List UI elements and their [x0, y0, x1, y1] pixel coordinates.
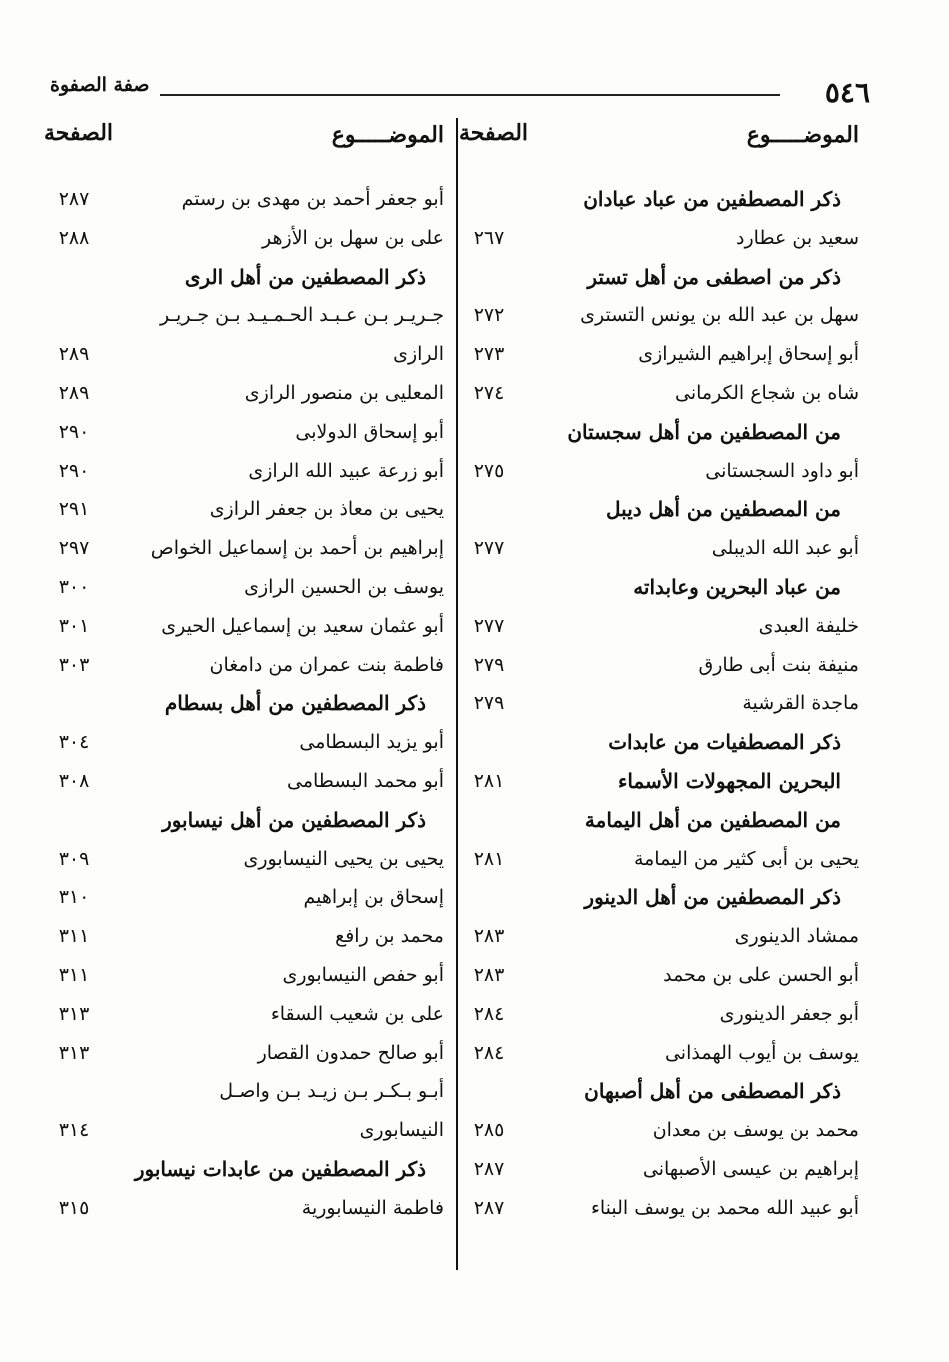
entry-page-number: ٣٠٤ [58, 731, 90, 754]
entry-page-number: ٢٦٧ [473, 226, 505, 249]
index-entry [44, 1072, 444, 1111]
index-entry [459, 840, 859, 879]
index-column-right [459, 120, 859, 1228]
entry-list [44, 180, 444, 1228]
entry-page-number: ٢٧٥ [473, 459, 505, 482]
index-entry [459, 917, 859, 956]
entry-title: جـريـر بـن عـبـد الحـمـيـد بـن جـريـر [160, 304, 444, 327]
index-entry [44, 490, 444, 529]
entry-title: إسحاق بن إبراهيم [303, 886, 444, 909]
index-entry [44, 956, 444, 995]
entry-title: أبـو بـكـر بـن زيـد بـن واصـل [219, 1080, 444, 1103]
entry-title: أبو محمد البسطامى [286, 769, 444, 792]
entry-page-number: ٢٩٠ [58, 420, 90, 443]
book-title: صفة الصفوة [50, 74, 150, 96]
index-entry [44, 762, 444, 801]
entry-page-number: ٢٨٤ [473, 1041, 505, 1064]
entry-page-number: ٢٨٥ [473, 1119, 505, 1142]
entry-title: أبو عبد الله الديبلى [711, 537, 859, 560]
section-heading: ذكر المصطفين من أهل بسطام [164, 691, 426, 716]
entry-page-number: ٣٠٠ [58, 575, 90, 598]
section-heading-row [459, 180, 859, 219]
entry-page-number: ٣١٠ [58, 886, 90, 909]
topic-header: الموضـــــوع [331, 122, 444, 148]
column-header [44, 120, 444, 170]
section-heading: ذكر المصطفى من أهل أصبهان [584, 1079, 841, 1104]
column-header [459, 120, 859, 170]
entry-page-number: ٢٧٣ [473, 343, 505, 366]
entry-title: الرازى [393, 343, 444, 366]
entry-title: يوسف بن الحسين الرازى [244, 575, 444, 598]
entry-page-number: ٣١٥ [58, 1196, 90, 1219]
header-rule [160, 94, 780, 96]
index-entry [44, 296, 444, 335]
section-heading: ذكر من اصطفى من أهل تستر [587, 264, 841, 289]
section-heading: من المصطفين من أهل ديبل [606, 497, 841, 522]
section-heading-row [459, 568, 859, 607]
entry-page-number: ٢٧٤ [473, 381, 505, 404]
index-entry [459, 529, 859, 568]
entry-title: أبو جعفر أحمد بن مهدى بن رستم [181, 188, 444, 210]
section-heading-row [459, 723, 859, 762]
entry-title: أبو صالح حمدون القصار [257, 1041, 444, 1064]
topic-header: الموضـــــوع [746, 122, 859, 148]
entry-page-number: ٢٨٧ [473, 1196, 505, 1219]
entry-page-number: ٣١١ [58, 925, 90, 948]
index-entry [459, 452, 859, 491]
section-heading: ذكر المصطفين من عباد عبادان [583, 187, 841, 211]
section-heading-row [459, 1072, 859, 1111]
entry-page-number: ٢٧٩ [473, 653, 505, 676]
entry-page-number: ٢٩٠ [58, 459, 90, 482]
entry-list [459, 180, 859, 1228]
section-heading-row [459, 801, 859, 840]
index-entry [44, 917, 444, 956]
index-entry [44, 219, 444, 258]
entry-title: أبو حفص النيسابورى [282, 963, 444, 986]
entry-title: المعليى بن منصور الرازى [244, 381, 444, 404]
entry-page-number: ٢٨١ [473, 847, 505, 870]
section-heading: البحرين المجهولات الأسماء [617, 768, 841, 793]
index-entry [44, 878, 444, 917]
section-heading: ذكر المصطفين من عابدات نيسابور [134, 1156, 426, 1181]
index-entry [44, 1111, 444, 1150]
entry-page-number: ٢٨١ [473, 769, 505, 792]
entry-page-number: ٢٩٧ [58, 537, 90, 560]
entry-page-number: ٣٠١ [58, 614, 90, 637]
index-entry [44, 374, 444, 413]
index-entry [44, 568, 444, 607]
entry-title: سعيد بن عطارد [736, 226, 859, 249]
section-heading-row [459, 762, 859, 801]
entry-title: إبراهيم بن عيسى الأصبهانى [642, 1157, 859, 1180]
index-entry [44, 840, 444, 879]
entry-title: أبو إسحاق إبراهيم الشيرازى [638, 343, 859, 366]
index-entry [459, 1111, 859, 1150]
index-entry [44, 995, 444, 1034]
entry-title: شاه بن شجاع الكرمانى [675, 381, 859, 404]
index-entry [44, 1189, 444, 1228]
section-heading-row [459, 413, 859, 452]
index-entry [459, 956, 859, 995]
index-entry [459, 219, 859, 258]
section-heading-row [459, 878, 859, 917]
entry-page-number: ٣١٣ [58, 1041, 90, 1064]
entry-page-number: ٢٨٤ [473, 1002, 505, 1025]
index-entry [459, 1189, 859, 1228]
entry-page-number: ٢٨٨ [58, 226, 90, 249]
index-entry [459, 995, 859, 1034]
entry-page-number: ٣١٣ [58, 1002, 90, 1025]
page-header-label: الصفحة [44, 120, 114, 146]
entry-title: أبو داود السجستانى [705, 459, 859, 482]
entry-title: فاطمة النيسابورية [301, 1196, 444, 1219]
entry-title: خليفة العبدى [758, 614, 859, 637]
entry-title: أبو يزيد البسطامى [299, 731, 444, 754]
section-heading-row [44, 1150, 444, 1189]
entry-title: أبو زرعة عبيد الله الرازى [248, 459, 444, 482]
column-divider [456, 118, 458, 1270]
entry-page-number: ٢٧٧ [473, 614, 505, 637]
index-column-left [44, 120, 444, 1228]
index-entry [459, 684, 859, 723]
entry-page-number: ٣٠٨ [58, 769, 90, 792]
index-entry [44, 335, 444, 374]
entry-title: منيفة بنت أبى طارق [698, 653, 859, 676]
entry-title: النيسابورى [359, 1119, 444, 1142]
entry-page-number: ٢٧٢ [473, 304, 505, 327]
index-entry [459, 646, 859, 685]
section-heading: من عباد البحرين وعابداته [633, 574, 841, 599]
index-entry [459, 1150, 859, 1189]
index-entry [44, 413, 444, 452]
entry-title: يوسف بن أيوب الهمذانى [664, 1041, 859, 1064]
index-entry [44, 607, 444, 646]
entry-page-number: ٣١١ [58, 963, 90, 986]
entry-title: أبو إسحاق الدولابى [295, 420, 444, 443]
entry-page-number: ٢٨٧ [473, 1157, 505, 1180]
entry-page-number: ٢٨٣ [473, 963, 505, 986]
index-entry [44, 646, 444, 685]
entry-page-number: ٢٩١ [58, 498, 90, 521]
entry-title: أبو عثمان سعيد بن إسماعيل الحيرى [161, 614, 444, 637]
page-header-label: الصفحة [459, 120, 529, 146]
entry-title: يحيى بن معاذ بن جعفر الرازى [209, 498, 444, 521]
index-entry [44, 452, 444, 491]
entry-title: محمد بن رافع [335, 925, 444, 948]
section-heading-row [44, 801, 444, 840]
index-entry [44, 180, 444, 219]
entry-page-number: ٢٨٣ [473, 925, 505, 948]
index-entry [459, 1034, 859, 1073]
section-heading: ذكر المصطفين من أهل الدينور [584, 885, 841, 910]
index-entry [459, 335, 859, 374]
index-entry [44, 529, 444, 568]
entry-title: على بن سهل بن الأزهر [262, 226, 444, 249]
entry-page-number: ٢٨٩ [58, 343, 90, 366]
index-entry [44, 723, 444, 762]
entry-title: أبو عبيد الله محمد بن يوسف البناء [590, 1196, 859, 1219]
entry-title: ممشاد الدينورى [734, 925, 859, 948]
entry-title: ماجدة القرشية [742, 692, 859, 715]
entry-title: محمد بن يوسف بن معدان [652, 1119, 859, 1142]
index-entry [44, 1034, 444, 1073]
entry-title: فاطمة بنت عمران من دامغان [209, 653, 444, 676]
entry-page-number: ٢٨٩ [58, 381, 90, 404]
entry-title: على بن شعيب السقاء [270, 1002, 444, 1025]
entry-page-number: ٣١٤ [58, 1119, 90, 1142]
entry-page-number: ٣٠٩ [58, 847, 90, 870]
section-heading-row [44, 258, 444, 297]
page-header [50, 72, 870, 116]
entry-title: إبراهيم بن أحمد بن إسماعيل الخواص [150, 537, 444, 560]
section-heading-row [44, 684, 444, 723]
entry-page-number: ٢٨٧ [58, 188, 90, 210]
section-heading: ذكر المصطفين من أهل نيسابور [162, 807, 426, 832]
entry-title: سهل بن عبد الله بن يونس التسترى [580, 304, 859, 327]
section-heading: من المصطفين من أهل سجستان [567, 419, 841, 444]
section-heading: ذكر المصطفيات من عابدات [608, 730, 841, 755]
page-number: ٥٤٦ [824, 76, 870, 109]
entry-page-number: ٢٧٩ [473, 692, 505, 715]
section-heading: ذكر المصطفين من أهل الرى [184, 264, 426, 289]
entry-page-number: ٣٠٣ [58, 653, 90, 676]
section-heading: من المصطفين من أهل اليمامة [584, 807, 841, 832]
section-heading-row [459, 490, 859, 529]
index-entry [459, 374, 859, 413]
entry-title: يحيى بن أبى كثير من اليمامة [633, 847, 859, 870]
entry-title: أبو جعفر الدينورى [719, 1002, 859, 1025]
entry-page-number: ٢٧٧ [473, 537, 505, 560]
section-heading-row [459, 258, 859, 297]
index-entry [459, 296, 859, 335]
entry-title: أبو الحسن على بن محمد [663, 963, 859, 986]
index-entry [459, 607, 859, 646]
entry-title: يحيى بن يحيى النيسابورى [243, 847, 444, 870]
